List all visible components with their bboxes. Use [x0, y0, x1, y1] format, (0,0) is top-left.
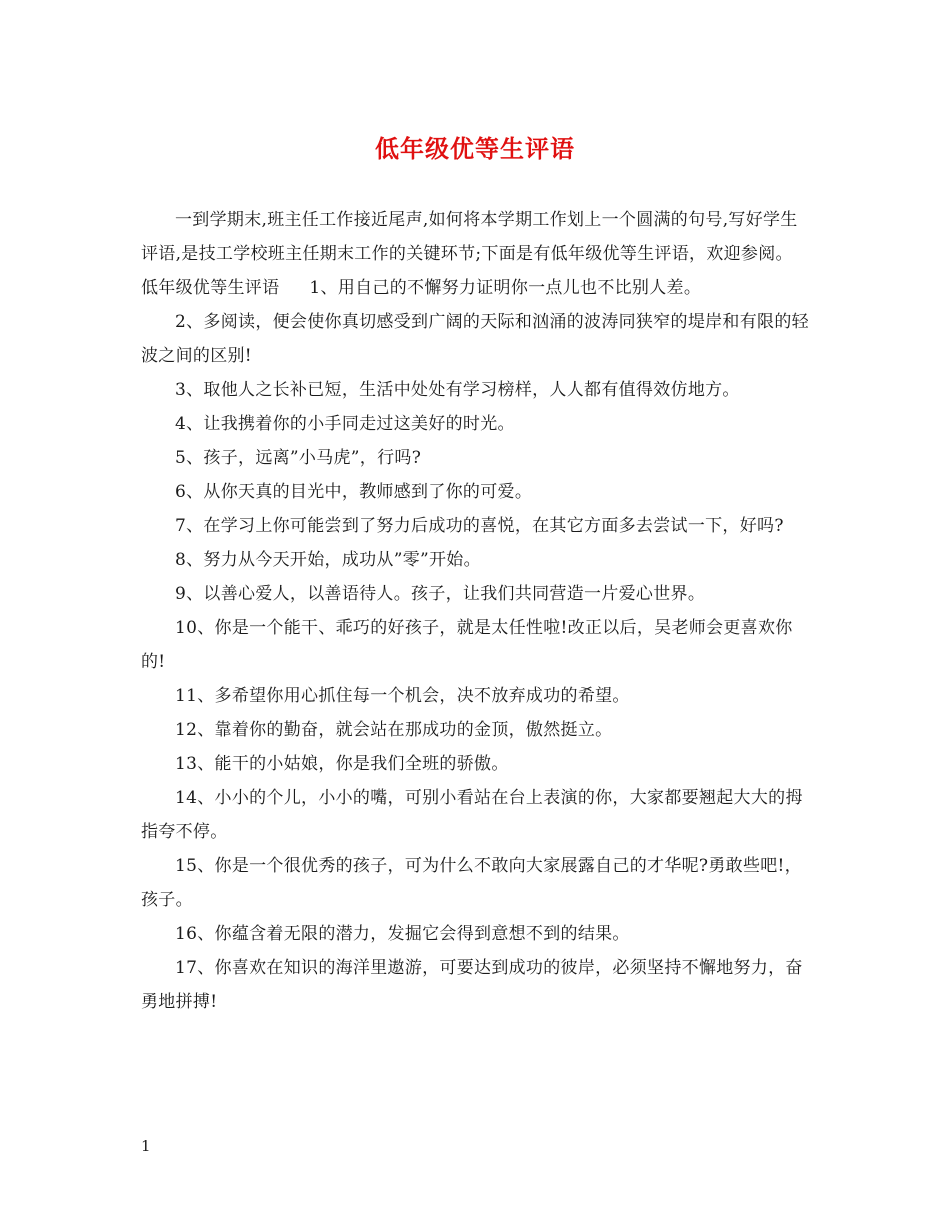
- page-number: 1: [141, 1137, 151, 1155]
- comment-item: 13、能干的小姑娘，你是我们全班的骄傲。: [175, 754, 509, 774]
- comment-item: 7、在学习上你可能尝到了努力后成功的喜悦，在其它方面多去尝试一下，好吗?: [175, 516, 784, 536]
- comment-item: 10、你是一个能干、乖巧的好孩子，就是太任性啦!改正以后，吴老师会更喜欢你的!: [141, 618, 793, 672]
- comment-item: 14、小小的个儿，小小的嘴，可别小看站在台上表演的你，大家都要翘起大大的拇指夸不停。: [141, 788, 803, 842]
- comment-item: 11、多希望你用心抓住每一个机会，决不放弃成功的希望。: [175, 686, 630, 706]
- comment-item: 2、多阅读，便会使你真切感受到广阔的天际和汹涌的波涛同狭窄的堤岸和有限的轻波之间的区别!: [141, 312, 809, 366]
- comment-item: 9、以善心爱人，以善语待人。孩子，让我们共同营造一片爱心世界。: [175, 584, 706, 604]
- comment-item: 6、从你天真的目光中，教师感到了你的可爱。: [175, 482, 533, 502]
- document-body: [141, 203, 811, 1019]
- comment-item: 12、靠着你的勤奋，就会站在那成功的金顶，傲然挺立。: [175, 720, 613, 740]
- comment-item: 16、你蕴含着无限的潜力，发掘它会得到意想不到的结果。: [175, 924, 630, 944]
- comment-item: 3、取他人之长补已短，生活中处处有学习榜样，人人都有值得效仿地方。: [175, 380, 740, 400]
- comment-item: 15、你是一个很优秀的孩子，可为什么不敢向大家展露自己的才华呢?勇敢些吧!，孩子。: [141, 856, 802, 910]
- comment-item: 17、你喜欢在知识的海洋里遨游，可要达到成功的彼岸，必须坚持不懈地努力，奋勇地拼搏!: [141, 958, 803, 1012]
- comment-item: 5、孩子，远离”小马虎”，行吗?: [175, 448, 422, 468]
- subheading: 低年级优等生评语: [141, 278, 280, 298]
- document-title: 低年级优等生评语: [375, 134, 575, 163]
- subheading-line: [141, 271, 811, 305]
- comment-item-1: 1、用自己的不懈努力证明你一点儿也不比别人差。: [309, 278, 702, 298]
- comment-item: 8、努力从今天开始，成功从”零”开始。: [175, 550, 481, 570]
- comment-item: 4、让我携着你的小手同走过这美好的时光。: [175, 414, 515, 434]
- intro-paragraph: 一到学期末,班主任工作接近尾声,如何将本学期工作划上一个圆满的句号,写好学生评语,是技工学校班主任期末工作的关键环节;下面是有低年级优等生评语，欢迎参阅。: [141, 210, 798, 264]
